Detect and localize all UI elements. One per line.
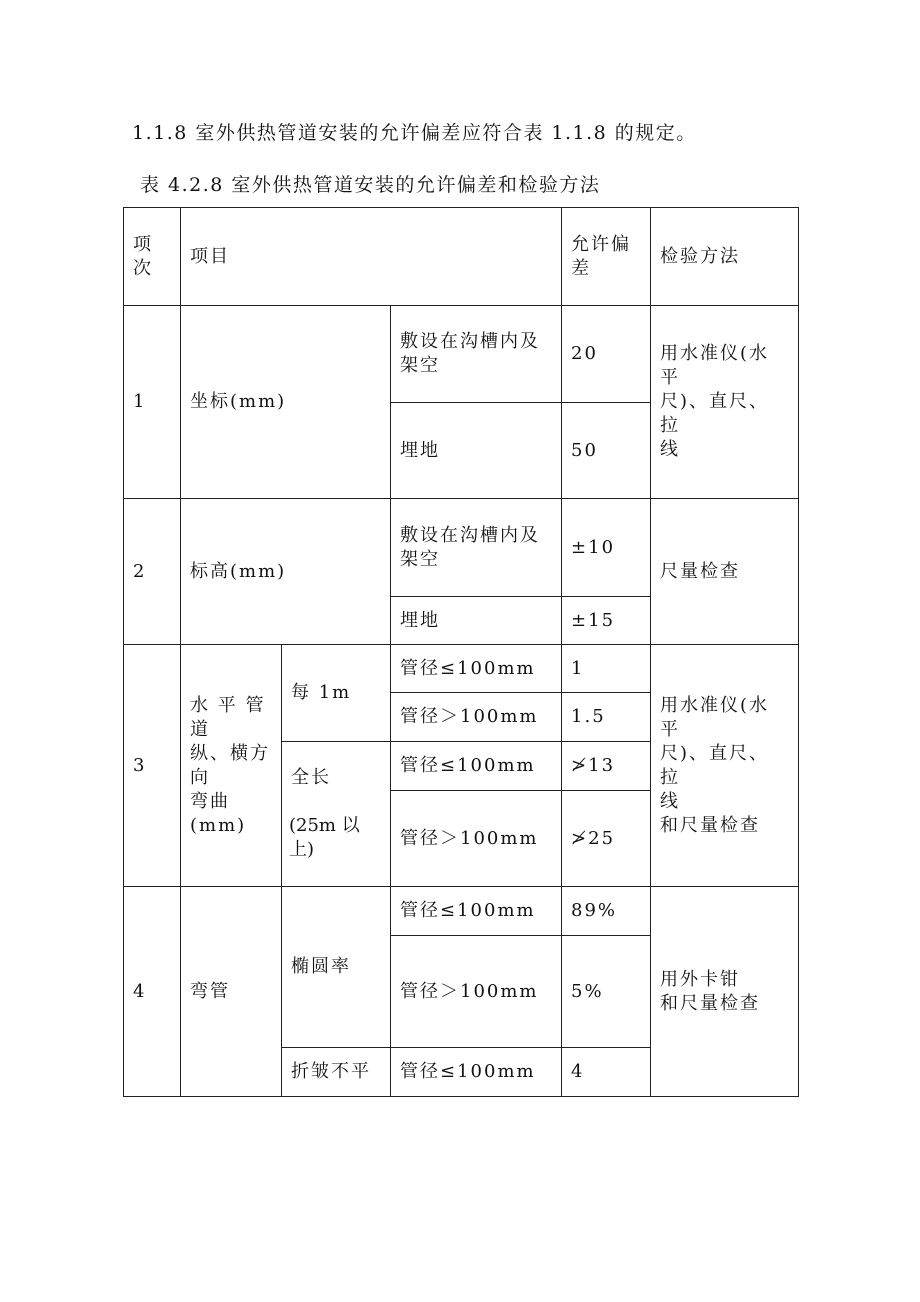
row2-cond-a	[391, 499, 562, 597]
table-row	[124, 645, 799, 693]
row3-sub-b-line1: 全长	[291, 767, 331, 788]
row1-method-line1: 用水准仪(水	[660, 343, 770, 364]
header-tolerance	[562, 208, 651, 306]
row1-value-b: 50	[562, 403, 651, 499]
row3-cond-a1: 管径≤100mm	[391, 645, 562, 693]
header-method: 检验方法	[651, 208, 799, 306]
row3-value-a1: 1	[562, 645, 651, 693]
row4-sub-b: 折皱不平	[282, 1048, 391, 1097]
row1-cond-b: 埋地	[391, 403, 562, 499]
row2-cond-a-line2: 架空	[400, 548, 440, 570]
row4-value-a1: 89%	[562, 887, 651, 936]
table-row	[124, 887, 799, 936]
row4-method-line1: 用外卡钳	[660, 968, 741, 990]
row3-item-line3: 纵、横方	[190, 742, 270, 764]
row3-cond-a2: 管径＞100mm	[391, 693, 562, 742]
row1-method-line2: 平	[660, 367, 681, 388]
row3-cond-b1: 管径≤100mm	[391, 742, 562, 791]
header-tolerance-line1: 允许偏	[571, 233, 632, 255]
row3-sub-b-line2: (25m 以上)	[289, 815, 360, 860]
row3-item-line5: 弯曲(mm)	[190, 790, 247, 836]
header-no	[124, 208, 181, 306]
row4-method	[651, 887, 799, 1097]
row1-value-a: 20	[562, 306, 651, 403]
row4-value-b: 4	[562, 1048, 651, 1097]
intro-paragraph: 1.1.8 室外供热管道安装的允许偏差应符合表 1.1.8 的规定。	[132, 122, 697, 144]
row4-value-a2: 5%	[562, 936, 651, 1048]
row1-method-line4: 线	[660, 439, 681, 460]
row3-item-line1: 水 平 管	[190, 694, 266, 716]
table-row	[124, 499, 799, 597]
row1-no: 1	[124, 306, 181, 499]
row3-method-line5: 和尺量检查	[660, 814, 761, 836]
row3-method-line1: 用水准仪(水	[660, 694, 770, 716]
table-header-row	[124, 208, 799, 306]
row2-value-b: ±15	[562, 597, 651, 645]
row4-cond-a2: 管径＞100mm	[391, 936, 562, 1048]
row2-value-a: ±10	[562, 499, 651, 597]
row3-method-line2: 平	[660, 718, 681, 740]
row2-no: 2	[124, 499, 181, 645]
header-tolerance-line2: 差	[571, 257, 592, 279]
row1-method	[651, 306, 799, 499]
row3-value-b1: ≯13	[562, 742, 651, 791]
row3-item	[181, 645, 282, 887]
row1-cond-a-line2: 架空	[400, 355, 440, 376]
row3-sub-a: 每 1m	[282, 645, 391, 742]
row3-value-b2: ≯25	[562, 791, 651, 887]
row3-method-line3: 尺)、直尺、拉	[660, 742, 770, 788]
row4-cond-a1: 管径≤100mm	[391, 887, 562, 936]
header-no-line2: 次	[133, 257, 153, 279]
row1-cond-a-line1: 敷设在沟槽内及	[400, 331, 540, 352]
table-row	[124, 306, 799, 403]
tolerance-table	[123, 207, 799, 1097]
row3-no: 3	[124, 645, 181, 887]
row3-sub-b	[282, 742, 391, 887]
row1-cond-a	[391, 306, 562, 403]
row3-item-line4: 向	[190, 766, 210, 788]
row4-method-line2: 和尺量检查	[660, 992, 761, 1014]
row1-item: 坐标(mm)	[181, 306, 391, 499]
header-no-line1: 项	[133, 233, 153, 255]
row3-cond-b2: 管径＞100mm	[391, 791, 562, 887]
row4-no: 4	[124, 887, 181, 1097]
row2-method: 尺量检查	[651, 499, 799, 645]
row3-method	[651, 645, 799, 887]
row2-cond-a-line1: 敷设在沟槽内及	[400, 524, 540, 546]
row2-item: 标高(mm)	[181, 499, 391, 645]
row2-cond-b: 埋地	[391, 597, 562, 645]
row1-method-line3: 尺)、直尺、拉	[660, 391, 770, 436]
row4-sub-a: 椭圆率	[282, 887, 391, 1048]
table-caption: 表 4.2.8 室外供热管道安装的允许偏差和检验方法	[140, 174, 601, 196]
header-item: 项目	[181, 208, 562, 306]
row4-cond-b: 管径≤100mm	[391, 1048, 562, 1097]
row4-item: 弯管	[181, 887, 282, 1097]
row3-item-line2: 道	[190, 718, 210, 740]
row3-value-a2: 1.5	[562, 693, 651, 742]
row3-method-line4: 线	[660, 790, 681, 812]
